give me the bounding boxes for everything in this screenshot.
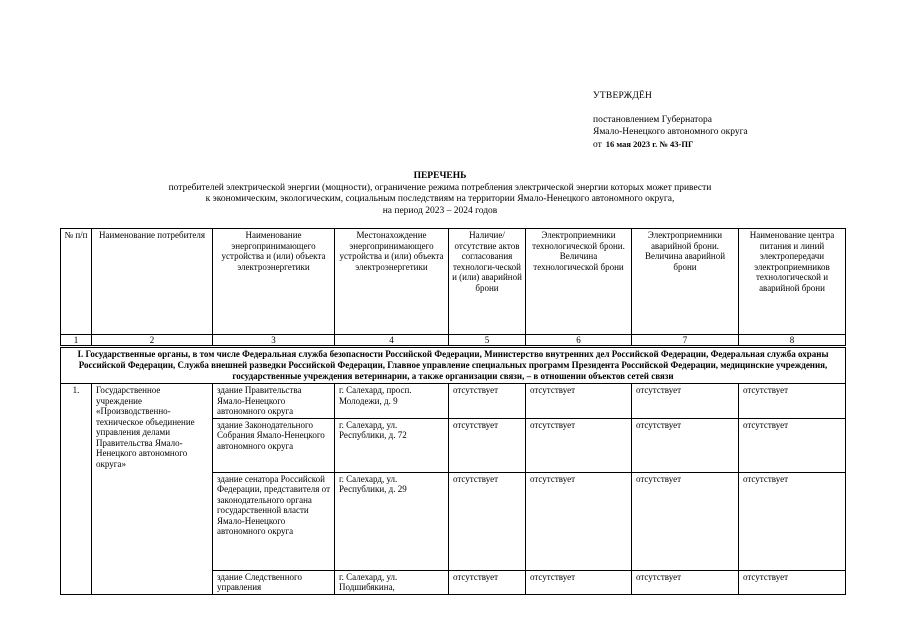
object-location: г. Салехард, ул. Республики, д. 72 — [335, 418, 449, 472]
approval-line-1: постановлением Губернатора — [593, 115, 712, 125]
approved-label: УТВЕРЖДЁН — [593, 91, 653, 101]
column-number: 5 — [449, 335, 526, 347]
supply-center: отсутствует — [739, 570, 846, 594]
acts-status: отсутствует — [449, 472, 526, 570]
row-number: 1. — [61, 384, 92, 595]
section-row — [61, 347, 846, 384]
object-name: здание Следственного управления — [213, 570, 335, 594]
object-name: здание сенатора Российской Федерации, представителя от законодательного органа государственной власти Ямало-Ненецкого автономного округа — [213, 472, 335, 570]
column-number: 6 — [526, 335, 632, 347]
emergency-reserve: отсутствует — [632, 418, 739, 472]
document-heading — [60, 171, 820, 217]
header-object: Наименование энергопринимающего устройства и (или) объекта электроэнергетики — [213, 229, 335, 335]
approval-date — [593, 138, 748, 151]
section-title: I. Государственные органы, в том числе Федеральная служба безопасности Российской Федерации, Министерство внутренних дел Российской Федерации, Федеральная служба охраны Российской Федерации, Служба внешней разведки Российской Федерации, Главное управление специальных программ Президента Российской Федерации, медицинские учреждения, государственные учреждения ветеринарии, а также организации связи, – в отношении объектов сетей связи — [61, 347, 846, 384]
acts-status: отсутствует — [449, 418, 526, 472]
approval-line-2: Ямало-Ненецкого автономного округа — [593, 127, 748, 137]
header-location: Местонахождение энергопринимающего устройства и (или) объекта электроэнергетики — [335, 229, 449, 335]
acts-status: отсутствует — [449, 384, 526, 419]
tech-reserve: отсутствует — [526, 472, 632, 570]
heading-line-1: потребителей электрической энергии (мощности), ограничение режима потребления электрической энергии которых может привести — [168, 182, 712, 193]
column-number: 4 — [335, 335, 449, 347]
header-tech-reserve: Электроприемники технологической брони. Величина технологической брони — [526, 229, 632, 335]
tech-reserve: отсутствует — [526, 418, 632, 472]
header-emergency-reserve: Электроприемники аварийной брони. Величина аварийной брони — [632, 229, 739, 335]
header-acts: Наличие/ отсутствие актов согласования технологи-ческой и (или) аварийной брони — [449, 229, 526, 335]
header-number: № п/п — [61, 229, 92, 335]
object-location: г. Салехард, ул. Республики, д. 29 — [335, 472, 449, 570]
document-title: ПЕРЕЧЕНЬ — [413, 171, 467, 181]
object-location: г. Салехард, просп. Молодежи, д. 9 — [335, 384, 449, 419]
object-location: г. Салехард, ул. Подшибякина, — [335, 570, 449, 594]
tech-reserve: отсутствует — [526, 570, 632, 594]
emergency-reserve: отсутствует — [632, 384, 739, 419]
approval-date-prefix: от — [593, 140, 602, 150]
object-name: здание Правительства Ямало-Ненецкого автономного округа — [213, 384, 335, 419]
supply-center: отсутствует — [739, 384, 846, 419]
acts-status: отсутствует — [449, 570, 526, 594]
emergency-reserve: отсутствует — [632, 570, 739, 594]
tech-reserve: отсутствует — [526, 384, 632, 419]
supply-center: отсутствует — [739, 472, 846, 570]
column-number: 3 — [213, 335, 335, 347]
column-number: 2 — [92, 335, 213, 347]
header-supply-center: Наименование центра питания и линий электропередачи электроприемников технологической и аварийной брони — [739, 229, 846, 335]
column-number: 7 — [632, 335, 739, 347]
heading-line-3: на период 2023 – 2024 годов — [382, 205, 498, 216]
column-number: 1 — [61, 335, 92, 347]
column-number: 8 — [739, 335, 846, 347]
header-consumer: Наименование потребителя — [92, 229, 213, 335]
heading-line-2: к экономическим, экологическим, социальным последствиям на территории Ямало-Ненецкого автономного округа, — [205, 194, 675, 204]
consumer-table — [60, 228, 846, 595]
approval-date-value: 16 мая 2023 г. № 43-ПГ — [605, 139, 694, 149]
column-number-row — [61, 335, 846, 347]
table-row — [61, 384, 846, 419]
object-name: здание Законодательного Собрания Ямало-Ненецкого автономного округа — [213, 418, 335, 472]
approval-stamp — [593, 90, 748, 151]
supply-center: отсутствует — [739, 418, 846, 472]
consumer-name: Государственное учреждение «Производственно-техническое объединение управления делами Правительства Ямало-Ненецкого автономного округа» — [92, 384, 213, 595]
table-header-row — [61, 229, 846, 335]
emergency-reserve: отсутствует — [632, 472, 739, 570]
